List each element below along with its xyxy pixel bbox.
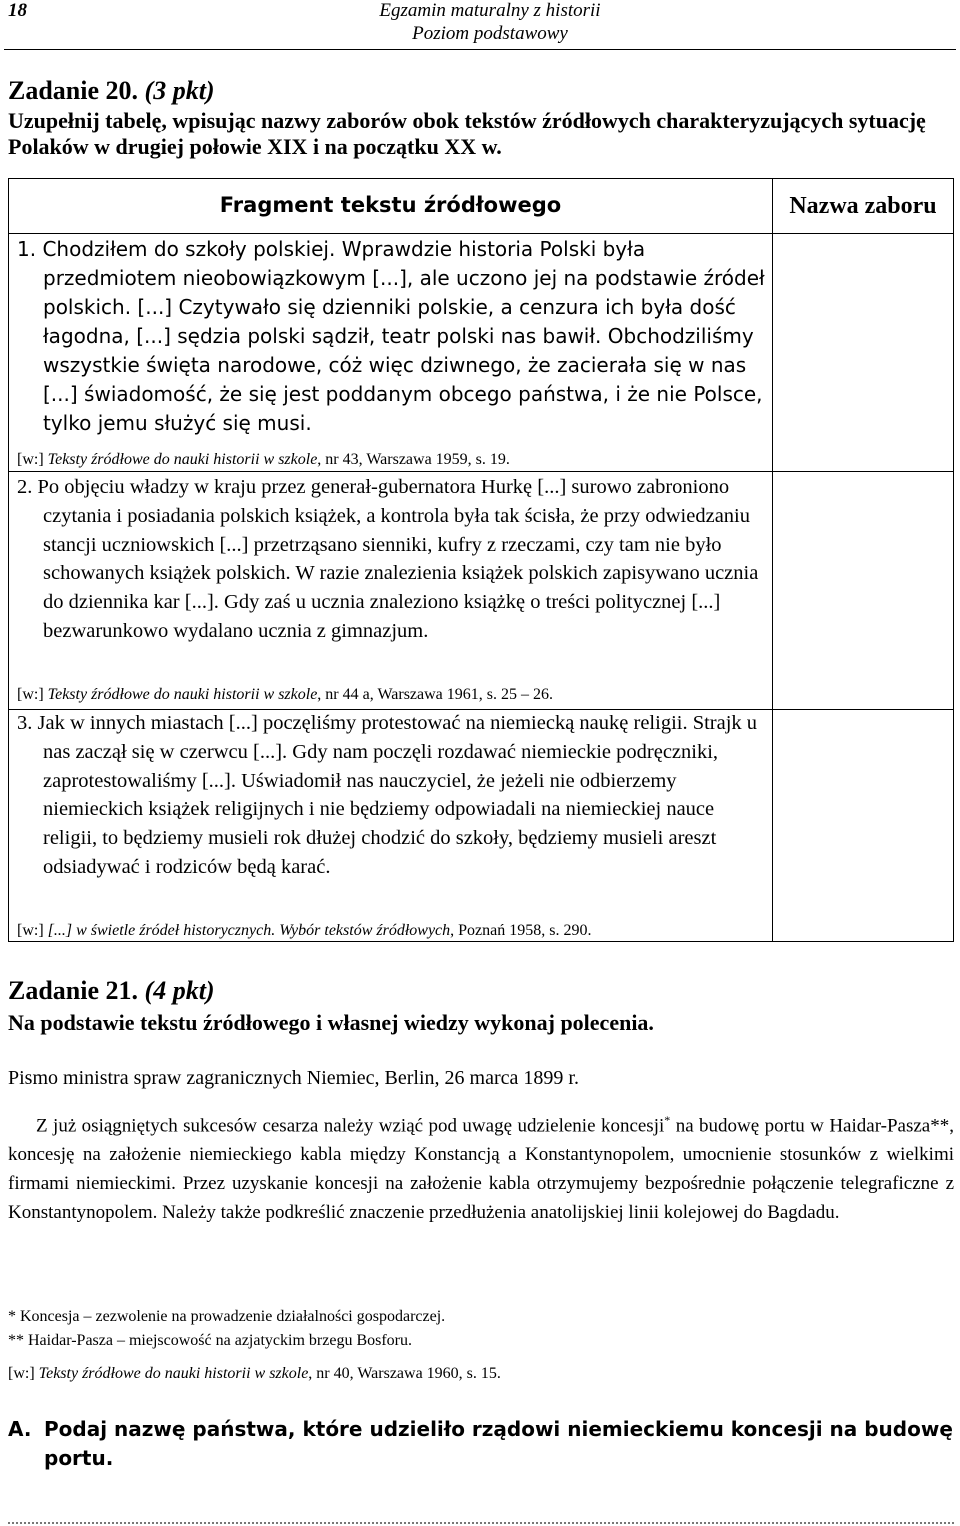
header-divider — [4, 49, 956, 50]
footnote-2: ** Haidar-Pasza – miejscowość na azjatyckim brzegu Bosforu. — [8, 1332, 412, 1349]
partition-answer-cell-3[interactable] — [773, 710, 953, 941]
citation-prefix: [w:] — [17, 451, 48, 468]
footnote-mark: * — [664, 1113, 671, 1127]
citation-suffix: , nr 44 a, Warszawa 1961, s. 25 – 26. — [317, 686, 553, 703]
task-21a-label: A. — [8, 1417, 32, 1441]
task-20-points: (3 pkt) — [144, 76, 215, 105]
task-20-number: Zadanie 20. — [8, 76, 139, 105]
letter-source-citation — [8, 1364, 501, 1384]
source-text-3: 3. Jak w innych miastach [...] poczęliśmy protestować na niemiecką naukę religii. Strajk u nas zaczął się w czerwcu [...]. Gdy nam poczęli rozdawać niemieckie podręczniki, zaprotestowaliśmy [...]. Uświadomił nas nauczyciel, że jeżeli nie odbierzemy niemieckich książek religijnych i nie będziemy odpowiadali na niemieckiej nauce religii, to będziemy musieli rok dłużej chodzić do szkoły, będziemy musieli areszt odsiadywać i rodziców będą karać. — [17, 712, 758, 878]
page-number: 18 — [8, 0, 27, 21]
task-21-instruction: Na podstawie tekstu źródłowego i własnej wiedzy wykonaj polecenia. — [8, 1010, 654, 1035]
answer-line[interactable] — [8, 1512, 954, 1524]
table-header-fragment: Fragment tekstu źródłowego — [219, 193, 562, 217]
exam-title: Egzamin maturalny z historii — [379, 0, 601, 21]
source-text-2: 2. Po objęciu władzy w kraju przez generał-gubernatora Hurkę [...] surowo zabroniono czytania i posiadania polskich książek, a kontrola była tak ścisła, że przy odwiedzaniu stancji uczniowskich [...] przetrząsano sienniki, kufry z rzeczami, czy tam nie było schowanych książek polskich. W razie znalezienia książek polskich zapisywano ucznia do dziennika kar [...]. Gdy zaś u ucznia znaleziono książkę o treści politycznej [...] bezwarunkowo wydalano ucznia z gimnazjum. — [17, 476, 759, 642]
table-row — [17, 709, 767, 882]
footnote-1: * Koncesja – zezwolenie na prowadzenie działalności gospodarczej. — [8, 1308, 446, 1325]
exam-level: Poziom podstawowy — [412, 23, 568, 44]
source-citation-3 — [17, 921, 767, 941]
citation-title: Teksty źródłowe do nauki historii w szkole — [47, 451, 318, 468]
source-text-1: 1. Chodziłem do szkoły polskiej. Wprawdzie historia Polski była przedmiotem nieobowiązkowym [...], ale uczono jej na podstawie źródeł polskich. [...] Czytywało się dzienniki polskie, a cenzura ich była dość łagodna, [...] sędzia polski sądził, teatr polski nas bawił. Obchodziliśmy wszystkie święta narodowe, cóż więc dziwnego, że zacierała się w nas [...] świadomość, że się jest poddanym obcego państwa, i że nie Polsce, tylko jemu służyć się musi. — [17, 237, 765, 435]
letter-text — [8, 1106, 954, 1227]
citation-title: Teksty źródłowe do nauki historii w szkole — [38, 1365, 309, 1382]
partition-answer-cell-1[interactable] — [773, 234, 953, 471]
citation-suffix: , Poznań 1958, s. 290. — [450, 922, 592, 939]
task-20-instruction: Uzupełnij tabelę, wpisując nazwy zaborów obok tekstów źródłowych charakteryzujących sytuację Polaków w drugiej połowie XIX i na początku XX w. — [8, 108, 926, 159]
source-table — [8, 178, 954, 942]
citation-title: Teksty źródłowe do nauki historii w szkole — [47, 686, 318, 703]
table-header-partition: Nazwa zaboru — [789, 193, 937, 219]
task-21a — [8, 1415, 954, 1473]
partition-answer-cell-2[interactable] — [773, 472, 953, 709]
citation-prefix: [w:] — [8, 1365, 39, 1382]
citation-prefix: [w:] — [17, 922, 48, 939]
source-citation-1 — [17, 450, 767, 470]
letter-text-part1: Z już osiągniętych sukcesów cesarza należy wziąć pod uwagę udzielenie koncesji — [36, 1115, 665, 1137]
task-20-title — [8, 76, 215, 106]
table-row — [17, 235, 767, 438]
letter-heading: Pismo ministra spraw zagranicznych Niemiec, Berlin, 26 marca 1899 r. — [8, 1067, 579, 1089]
citation-suffix: , nr 40, Warszawa 1960, s. 15. — [308, 1365, 501, 1382]
task-21-title — [8, 976, 215, 1006]
citation-suffix: , nr 43, Warszawa 1959, s. 19. — [317, 451, 510, 468]
task-21a-text-line1: Podaj nazwę państwa, które udzieliło rządowi niemieckiemu koncesji na budowę — [44, 1417, 953, 1441]
citation-prefix: [w:] — [17, 686, 48, 703]
task-21-points: (4 pkt) — [144, 976, 215, 1005]
letter-text-part2: na budowę portu w Haidar-Pasza**, koncesję na założenie niemieckiego kabla między Konstancją a Konstantynopolem, umocnienie stosunków z wielkimi firmami niemieckimi. Przez uzyskanie koncesji na założenie kabla otrzymujemy bezpośrednie połączenie telegraficzne z Konstantynopolem. Należy także podkreślić znaczenie przedłużenia anatolijskiej linii kolejowej do Bagdadu. — [8, 1115, 954, 1224]
task-21-number: Zadanie 21. — [8, 976, 139, 1005]
citation-title: [...] w świetle źródeł historycznych. Wybór tekstów źródłowych — [47, 922, 451, 939]
source-citation-2 — [17, 685, 767, 705]
page-header — [0, 0, 960, 50]
task-21a-text-line2: portu. — [44, 1446, 114, 1470]
table-row — [17, 473, 767, 646]
